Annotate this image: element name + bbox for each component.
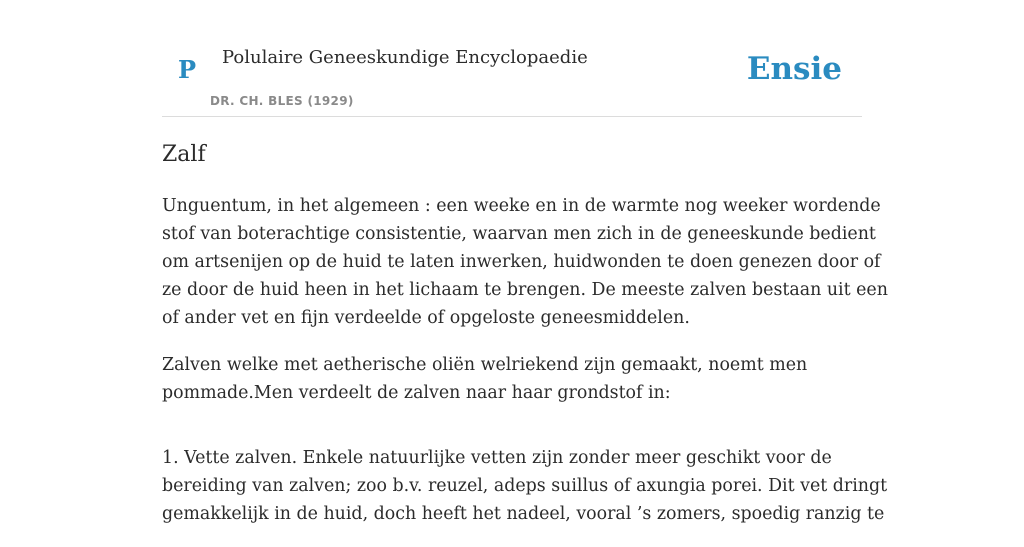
text-line: bereiding van zalven; zoo b.v. reuzel, adeps suillus of axungia porei. Dit vet dringt xyxy=(162,476,888,496)
work-title-link[interactable]: Polulaire Geneeskundige Encyclopaedie xyxy=(222,47,588,68)
page xyxy=(162,0,888,524)
brand-logo-link[interactable]: Ensie xyxy=(746,51,842,87)
text-line: pommade.Men verdeelt de zalven naar haar grondstof in: xyxy=(162,383,671,403)
text-line: ze door de huid heen in het lichaam te brengen. De meeste zalven bestaan uit een xyxy=(162,280,888,300)
text-line: Zalven welke met aetherische oliën welriekend zijn gemaakt, noemt men xyxy=(162,355,808,375)
publication-logo[interactable]: P xyxy=(178,55,197,84)
paragraph xyxy=(162,351,862,407)
article-body xyxy=(162,192,888,547)
paragraph xyxy=(162,444,888,528)
text-line: stof van boterachtige consistentie, waarvan men zich in de geneeskunde bedient xyxy=(162,224,876,244)
text-line: 1. Vette zalven. Enkele natuurlijke vetten zijn zonder meer geschikt voor de xyxy=(162,448,832,468)
article-title: Zalf xyxy=(162,142,206,167)
text-line: om artsenijen op de huid te laten inwerken, huidwonden te doen genezen door of xyxy=(162,252,881,272)
text-line: of ander vet en fijn verdeelde of opgeloste geneesmiddelen. xyxy=(162,308,690,328)
site-header xyxy=(162,0,862,117)
paragraph xyxy=(162,192,888,332)
author-label: DR. CH. BLES (1929) xyxy=(210,94,354,108)
text-line: Unguentum, in het algemeen : een weeke en in de warmte nog weeker wordende xyxy=(162,196,881,216)
text-line: gemakkelijk in de huid, doch heeft het nadeel, vooral ’s zomers, spoedig ranzig te xyxy=(162,504,885,524)
